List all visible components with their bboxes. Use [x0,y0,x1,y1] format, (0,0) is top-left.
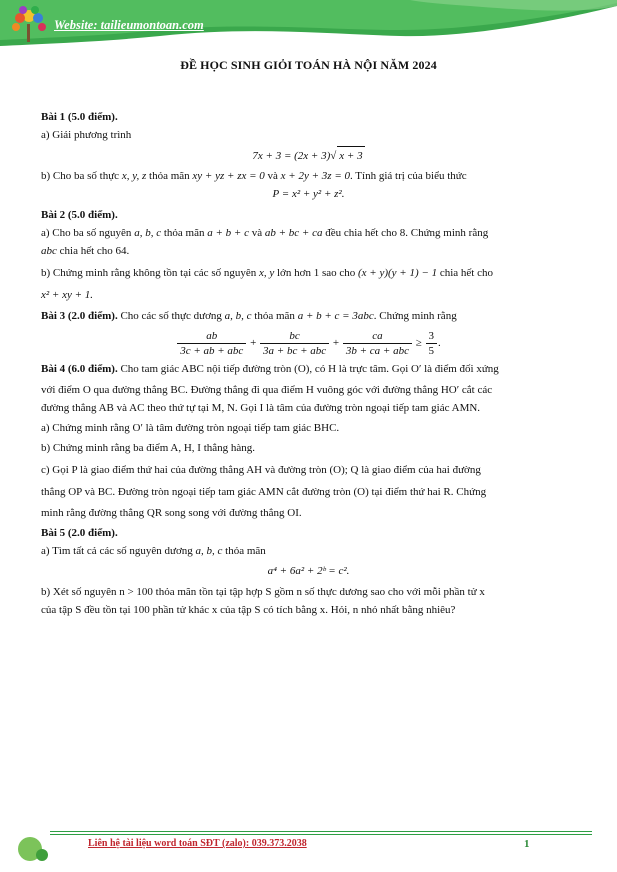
operator: ≥ [415,337,422,350]
bai5-b2: của tập S đều tồn tại 100 phần tử khác x của tập S có tích bằng x. Hỏi, n nhỏ nhất bằng nhiêu? [41,604,456,616]
bai4-line1 [41,360,576,378]
page-title: ĐỀ HỌC SINH GIỎI TOÁN HÀ NỘI NĂM 2024 [180,58,437,72]
text: . Chứng minh rằng [405,227,489,239]
footer-contact-link[interactable]: Liên hệ tài liệu word toán SĐT (zalo): 039.373.2038 [88,838,307,849]
bai3 [41,307,576,325]
bai5-a-equation: a⁴ + 6a² + 2ᵇ = c². [267,565,350,577]
math: ab + bc + ca [264,227,323,239]
text: và [251,227,263,239]
math: a + b + c = 3abc [297,310,374,322]
numerator: bc [260,329,329,344]
bai2-a-line2 [41,242,576,260]
text: a) Tìm tất cả các số nguyên dương [41,545,193,557]
bai2-b-line2: x² + xy + 1. [41,289,94,301]
footer-divider [50,834,592,835]
bai1-b [41,167,576,185]
footer-ball-icon [16,833,50,863]
math: a, b, c [195,545,223,557]
operator: + [250,337,257,350]
sqrt-icon: √ [330,150,337,162]
bai2-heading: Bài 2 (5.0 điểm). [41,209,118,221]
bai4-a: a) Chứng minh rằng O′ là tâm đường tròn ngoại tiếp tam giác BHC. [41,422,340,434]
text: thỏa mãn [163,227,205,239]
fraction [426,329,438,358]
bai2-a [41,224,576,242]
bai4-line2: với điểm O qua đường thẳng BC. Đường thẳng đi qua điểm H vuông góc với đường thẳng HO′ cắt các [41,384,493,396]
numerator: 3 [426,329,438,344]
text: và [267,170,278,182]
bai1-a: a) Giải phương trình [41,129,132,141]
text: b) Chứng minh rằng không tồn tại các số nguyên [41,267,257,279]
text: lớn hơn 1 sao cho [277,267,356,279]
text: a) Cho ba số nguyên [41,227,132,239]
bai3-inequality: $\frac{ab}{\text{3c + ab + abc}}$ + $\frac{bc}{\text{3a + bc + abc}}$ + $\frac{ca}{\text{3b + ca + abc}}$ ≥ $\frac{3}{5}$ . [41,329,576,358]
math: a, b, c [224,310,252,322]
math: a, b, c [134,227,162,239]
text: đều chia hết cho [325,227,397,239]
logo-tree-icon [8,4,50,44]
page-number: 1 [524,838,530,850]
bai5-b1: b) Xét số nguyên n > 100 thỏa mãn tồn tại tập hợp S gồm n số thực dương sao cho với mỗi phần tử x [41,586,485,598]
bai1-a-equation [41,146,576,165]
bai1-a-eq-left: 7x + 3 = (2x + 3) [252,150,331,162]
fraction [177,329,246,358]
text: chia hết cho 64. [59,245,130,257]
bai4-c1: c) Gọi P là giao điểm thứ hai của đường thẳng AH và đường tròn (O); Q là giao điểm của hai đường [41,464,481,476]
fraction [260,329,329,358]
denominator: 3c + ab + abc [180,345,244,357]
math: (x + y)(y + 1) − 1 [358,267,438,279]
text: . Tính giá trị của biểu thức [350,170,467,182]
fraction [343,329,412,358]
math: x, y [258,267,275,279]
bai1-a-eq-root: x + 3 [337,146,364,165]
document-body [41,108,576,619]
text: thỏa mãn [149,170,190,182]
denominator: 5 [428,345,435,357]
text: b) Cho ba số thực [41,170,120,182]
bai1-heading: Bài 1 (5.0 điểm). [41,111,118,123]
denominator: 3b + ca + abc [345,345,409,357]
text: thỏa mãn [225,545,266,557]
operator: + [332,337,340,350]
text: chia hết cho [439,267,493,279]
math: abc [41,245,57,257]
bai4-c3: minh rằng đường thẳng QR song song với đường thẳng OI. [41,507,302,519]
numerator: ab [177,329,246,344]
text: Cho các số thực dương [120,310,222,322]
denominator: 3a + bc + abc [263,345,327,357]
bai3-heading: Bài 3 (2.0 điểm). [41,310,118,322]
bai4-b: b) Chứng minh rằng ba điểm A, H, I thẳng hàng. [41,442,256,454]
bai2-b [41,264,576,282]
math: a + b + c [207,227,249,239]
bai4-heading: Bài 4 (6.0 điểm). [41,363,118,375]
math: x, y, z [121,170,147,182]
numerator: ca [343,329,412,344]
bai5-a [41,542,576,560]
math: x + 2y + 3z = 0 [280,170,350,182]
bai5-heading: Bài 5 (2.0 điểm). [41,527,118,539]
text: . Chứng minh rằng [373,310,457,322]
bai1-b-expression: P = x² + y² + z². [272,188,345,200]
footer-divider [50,831,592,832]
bai4-line3: đường thẳng AB và AC theo thứ tự tại M, N. Gọi I là tâm của đường tròn ngoại tiếp tam giác AMN. [41,402,481,414]
text: thỏa mãn [254,310,295,322]
math: 8 [399,227,406,239]
text: Cho tam giác ABC nội tiếp đường tròn (O), có H là trực tâm. Gọi O′ là điểm đối xứng [120,363,499,375]
website-link[interactable]: Website: tailieumontoan.com [54,18,204,32]
bai4-c2: thẳng OP và BC. Đường tròn ngoại tiếp tam giác AMN cắt đường tròn (O) tại điểm thứ hai R. Chứng [41,486,487,498]
math: xy + yz + zx = 0 [192,170,265,182]
